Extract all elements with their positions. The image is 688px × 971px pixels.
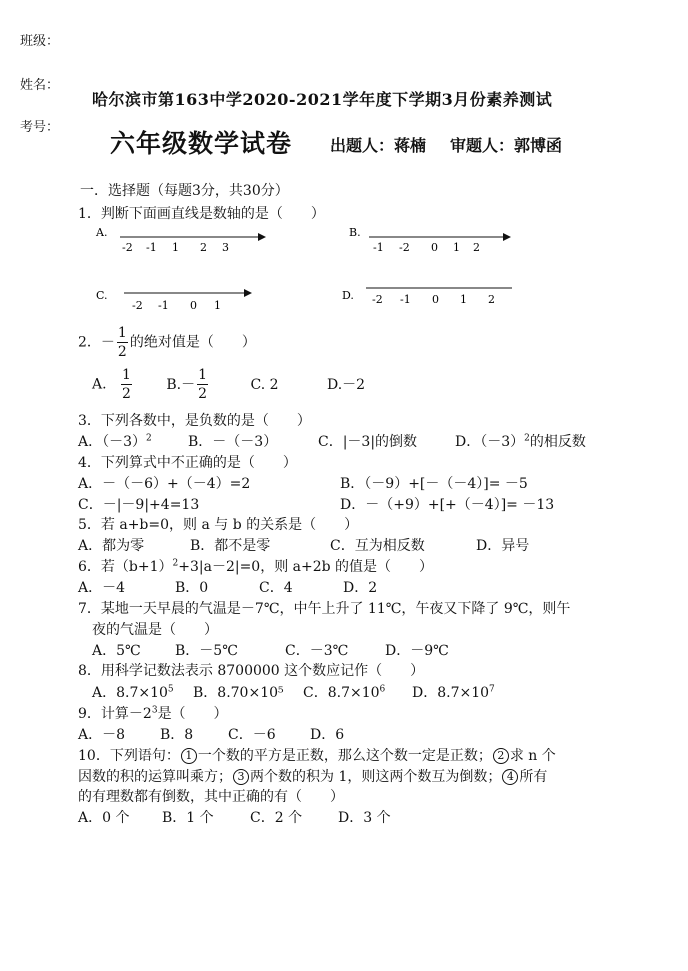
q8-a-exponent: 5 (167, 684, 174, 695)
q10-option-a: A．0 个 (78, 810, 130, 826)
q1-c-tick-label: -1 (158, 299, 169, 312)
class-label: 班级： (20, 34, 60, 49)
q1-d-tick-label: 2 (488, 293, 495, 306)
q6-stem-end: +3|a－2|=0，则 a+2b 的值是（ ） (178, 559, 434, 575)
q6-stem-start: 6．若（b+1） (78, 559, 173, 575)
q1-c-tick-label: 0 (190, 299, 197, 312)
q1-d-tick-label: 0 (432, 293, 439, 306)
q4-stem: 4．下列算式中不正确的是（ ） (78, 455, 297, 471)
q10-l1-start: 10．下列语句： (78, 748, 180, 764)
circled-number-3: 3 (233, 769, 249, 785)
q2-options (92, 368, 365, 401)
q1-c-tick-label: -2 (132, 299, 143, 312)
q10-l1-end: 求 n 个 (509, 748, 556, 764)
q8-option-c (303, 682, 385, 702)
q3-d-tail: 的相反数 (529, 434, 586, 450)
q8-option-d (412, 682, 495, 702)
q1-number-line-c (90, 280, 270, 314)
q9-stem-start: 9．计算－2 (78, 706, 152, 722)
q7-stem-line1: 7．某地一天早晨的气温是－7℃，中午上升了 11℃，午夜又下降了 9℃，则午 (78, 601, 571, 617)
q5-stem: 5．若 a+b=0，则 a 与 b 的关系是（ ） (78, 517, 359, 533)
q2-fraction (117, 326, 128, 359)
q4-option-b: B．（－9）+[－（－4）]= －5 (340, 476, 528, 492)
q7-stem-line2: 夜的气温是（ ） (92, 622, 218, 638)
q3-option-a (78, 431, 152, 451)
q8-d-exponent: 7 (489, 684, 495, 695)
q7-option-a: A．5℃ (92, 643, 141, 659)
circled-number-2: 2 (493, 748, 509, 764)
q5-option-d: D．异号 (476, 538, 530, 554)
q1-a-tick-label: -2 (122, 241, 133, 254)
q9-exponent: 3 (151, 705, 158, 716)
q1-a-tick-label: 2 (200, 241, 207, 254)
q1-number-line-d (340, 278, 520, 312)
q8-c-base: C．8.7×10 (303, 685, 380, 701)
q2-prefix: 2．－ (78, 334, 115, 351)
q2-option-b-fraction (197, 368, 208, 401)
q10-option-c: C．2 个 (250, 810, 303, 826)
q4-option-d: D．－（+9）+[+（－4）]= －13 (340, 497, 555, 513)
q1-c-tick-label: 1 (214, 299, 221, 312)
q6-option-a: A．－4 (78, 580, 126, 596)
q1-option-b-label: B. (349, 226, 361, 239)
q1-b-tick-label: -1 (373, 241, 384, 254)
q2-frac-num: 1 (117, 325, 127, 341)
q10-line2 (78, 766, 547, 786)
q6-option-d: D．2 (343, 580, 378, 596)
q7-option-b: B．－5℃ (175, 643, 238, 659)
q9-option-c: C．－6 (228, 727, 276, 743)
q6-option-c: C．4 (259, 580, 293, 596)
question-reviewer: 审题人：郭博函 (450, 136, 563, 155)
q9-stem (78, 703, 228, 723)
q9-option-a: A．－8 (78, 727, 126, 743)
q7-option-c: C．－3℃ (285, 643, 349, 659)
q1-option-a-label: A. (96, 226, 108, 239)
q5-option-c: C．互为相反数 (330, 538, 425, 554)
question-setter: 出题人：蒋楠 (330, 136, 427, 155)
q5-option-b: B．都不是零 (190, 538, 271, 554)
exam-number-label: 考号： (20, 120, 60, 135)
q2-option-a: A. (92, 376, 107, 393)
q2-option-d: D.－2 (327, 376, 366, 393)
q7-option-d: D．－9℃ (385, 643, 449, 659)
q10-l2-start: 因数的积的运算叫乘方； (78, 769, 232, 785)
q3-option-b: B．－（－3） (188, 434, 278, 450)
q6-stem (78, 556, 433, 576)
q3-a-exponent: 2 (146, 433, 152, 444)
q2-a-num: 1 (122, 367, 131, 383)
q10-l1-middle: 一个数的平方是正数，那么这个数一定是正数； (197, 748, 492, 764)
q1-d-tick-label: 1 (460, 293, 467, 306)
q2-a-den: 2 (122, 386, 131, 402)
q3-d-base: D．（－3） (455, 434, 525, 450)
q10-l2-middle: 两个数的积为 1，则这两个数互为倒数； (250, 769, 502, 785)
name-label: 姓名： (20, 78, 60, 93)
q2-suffix: 的绝对值是（ ） (129, 334, 256, 351)
q4-option-c: C．－|－9|+4=13 (78, 497, 200, 513)
q2-stem (78, 326, 256, 359)
q8-c-exponent: 6 (379, 684, 386, 695)
q9-stem-end: 是（ ） (157, 706, 228, 722)
q1-option-c-label: C. (96, 289, 108, 302)
q2-b-num: 1 (198, 367, 208, 383)
q6-option-b: B．0 (175, 580, 209, 596)
q10-option-b: B．1 个 (162, 810, 214, 826)
q8-a-base: A．8.7×10 (92, 685, 168, 701)
q10-line1 (78, 745, 556, 765)
q1-option-d-label: D. (342, 289, 354, 302)
q2-frac-den: 2 (117, 344, 127, 360)
q1-a-tick-label: 3 (222, 241, 229, 254)
q1-number-line-b (345, 222, 525, 256)
q1-d-tick-label: -1 (400, 293, 411, 306)
q2-option-b: B.－ (166, 376, 196, 393)
q1-stem: 1．判断下面画直线是数轴的是（ ） (78, 206, 325, 222)
q1-a-tick-label: -1 (146, 241, 157, 254)
q8-option-b: B．8.70×10⁵ (193, 685, 284, 701)
q9-option-b: B．8 (160, 727, 194, 743)
q3-stem: 3．下列各数中，是负数的是（ ） (78, 413, 311, 429)
section-heading: 一．选择题（每题3分，共30分） (80, 183, 289, 199)
q1-a-tick-label: 1 (172, 241, 179, 254)
circled-number-4: 4 (502, 769, 518, 785)
q8-stem: 8．用科学记数法表示 8700000 这个数应记作（ ） (78, 663, 425, 679)
q1-b-tick-label: 2 (473, 241, 480, 254)
q8-option-a (92, 682, 174, 702)
q2-option-a-fraction (121, 368, 132, 401)
q3-d-exponent: 2 (524, 433, 530, 444)
q10-line3: 的有理数都有倒数，其中正确的有（ ） (78, 789, 344, 805)
q1-b-tick-label: 0 (431, 241, 438, 254)
q10-l2-end: 所有 (519, 769, 548, 785)
q3-a-base: A．（－3） (78, 434, 147, 450)
q1-b-tick-label: -2 (399, 241, 410, 254)
q8-d-base: D．8.7×10 (412, 685, 490, 701)
q3-option-d (455, 431, 586, 451)
q1-d-tick-label: -2 (372, 293, 383, 306)
q4-option-a: A．－（－6）+（－4）=2 (78, 476, 251, 492)
q2-b-den: 2 (198, 386, 208, 402)
q2-option-c: C. 2 (250, 376, 279, 393)
school-exam-line: 哈尔滨市第163中学2020-2021学年度下学期3月份素养测试 (92, 90, 553, 109)
circled-number-1: 1 (181, 748, 197, 764)
q1-number-line-a (90, 222, 270, 256)
q6-exponent: 2 (172, 558, 179, 569)
q5-option-a: A．都为零 (78, 538, 145, 554)
q1-b-tick-label: 1 (453, 241, 460, 254)
q9-option-d: D．6 (310, 727, 345, 743)
exam-title: 六年级数学试卷 (110, 129, 293, 158)
q3-option-c: C．|－3|的倒数 (318, 434, 418, 450)
q10-option-d: D．3 个 (338, 810, 391, 826)
